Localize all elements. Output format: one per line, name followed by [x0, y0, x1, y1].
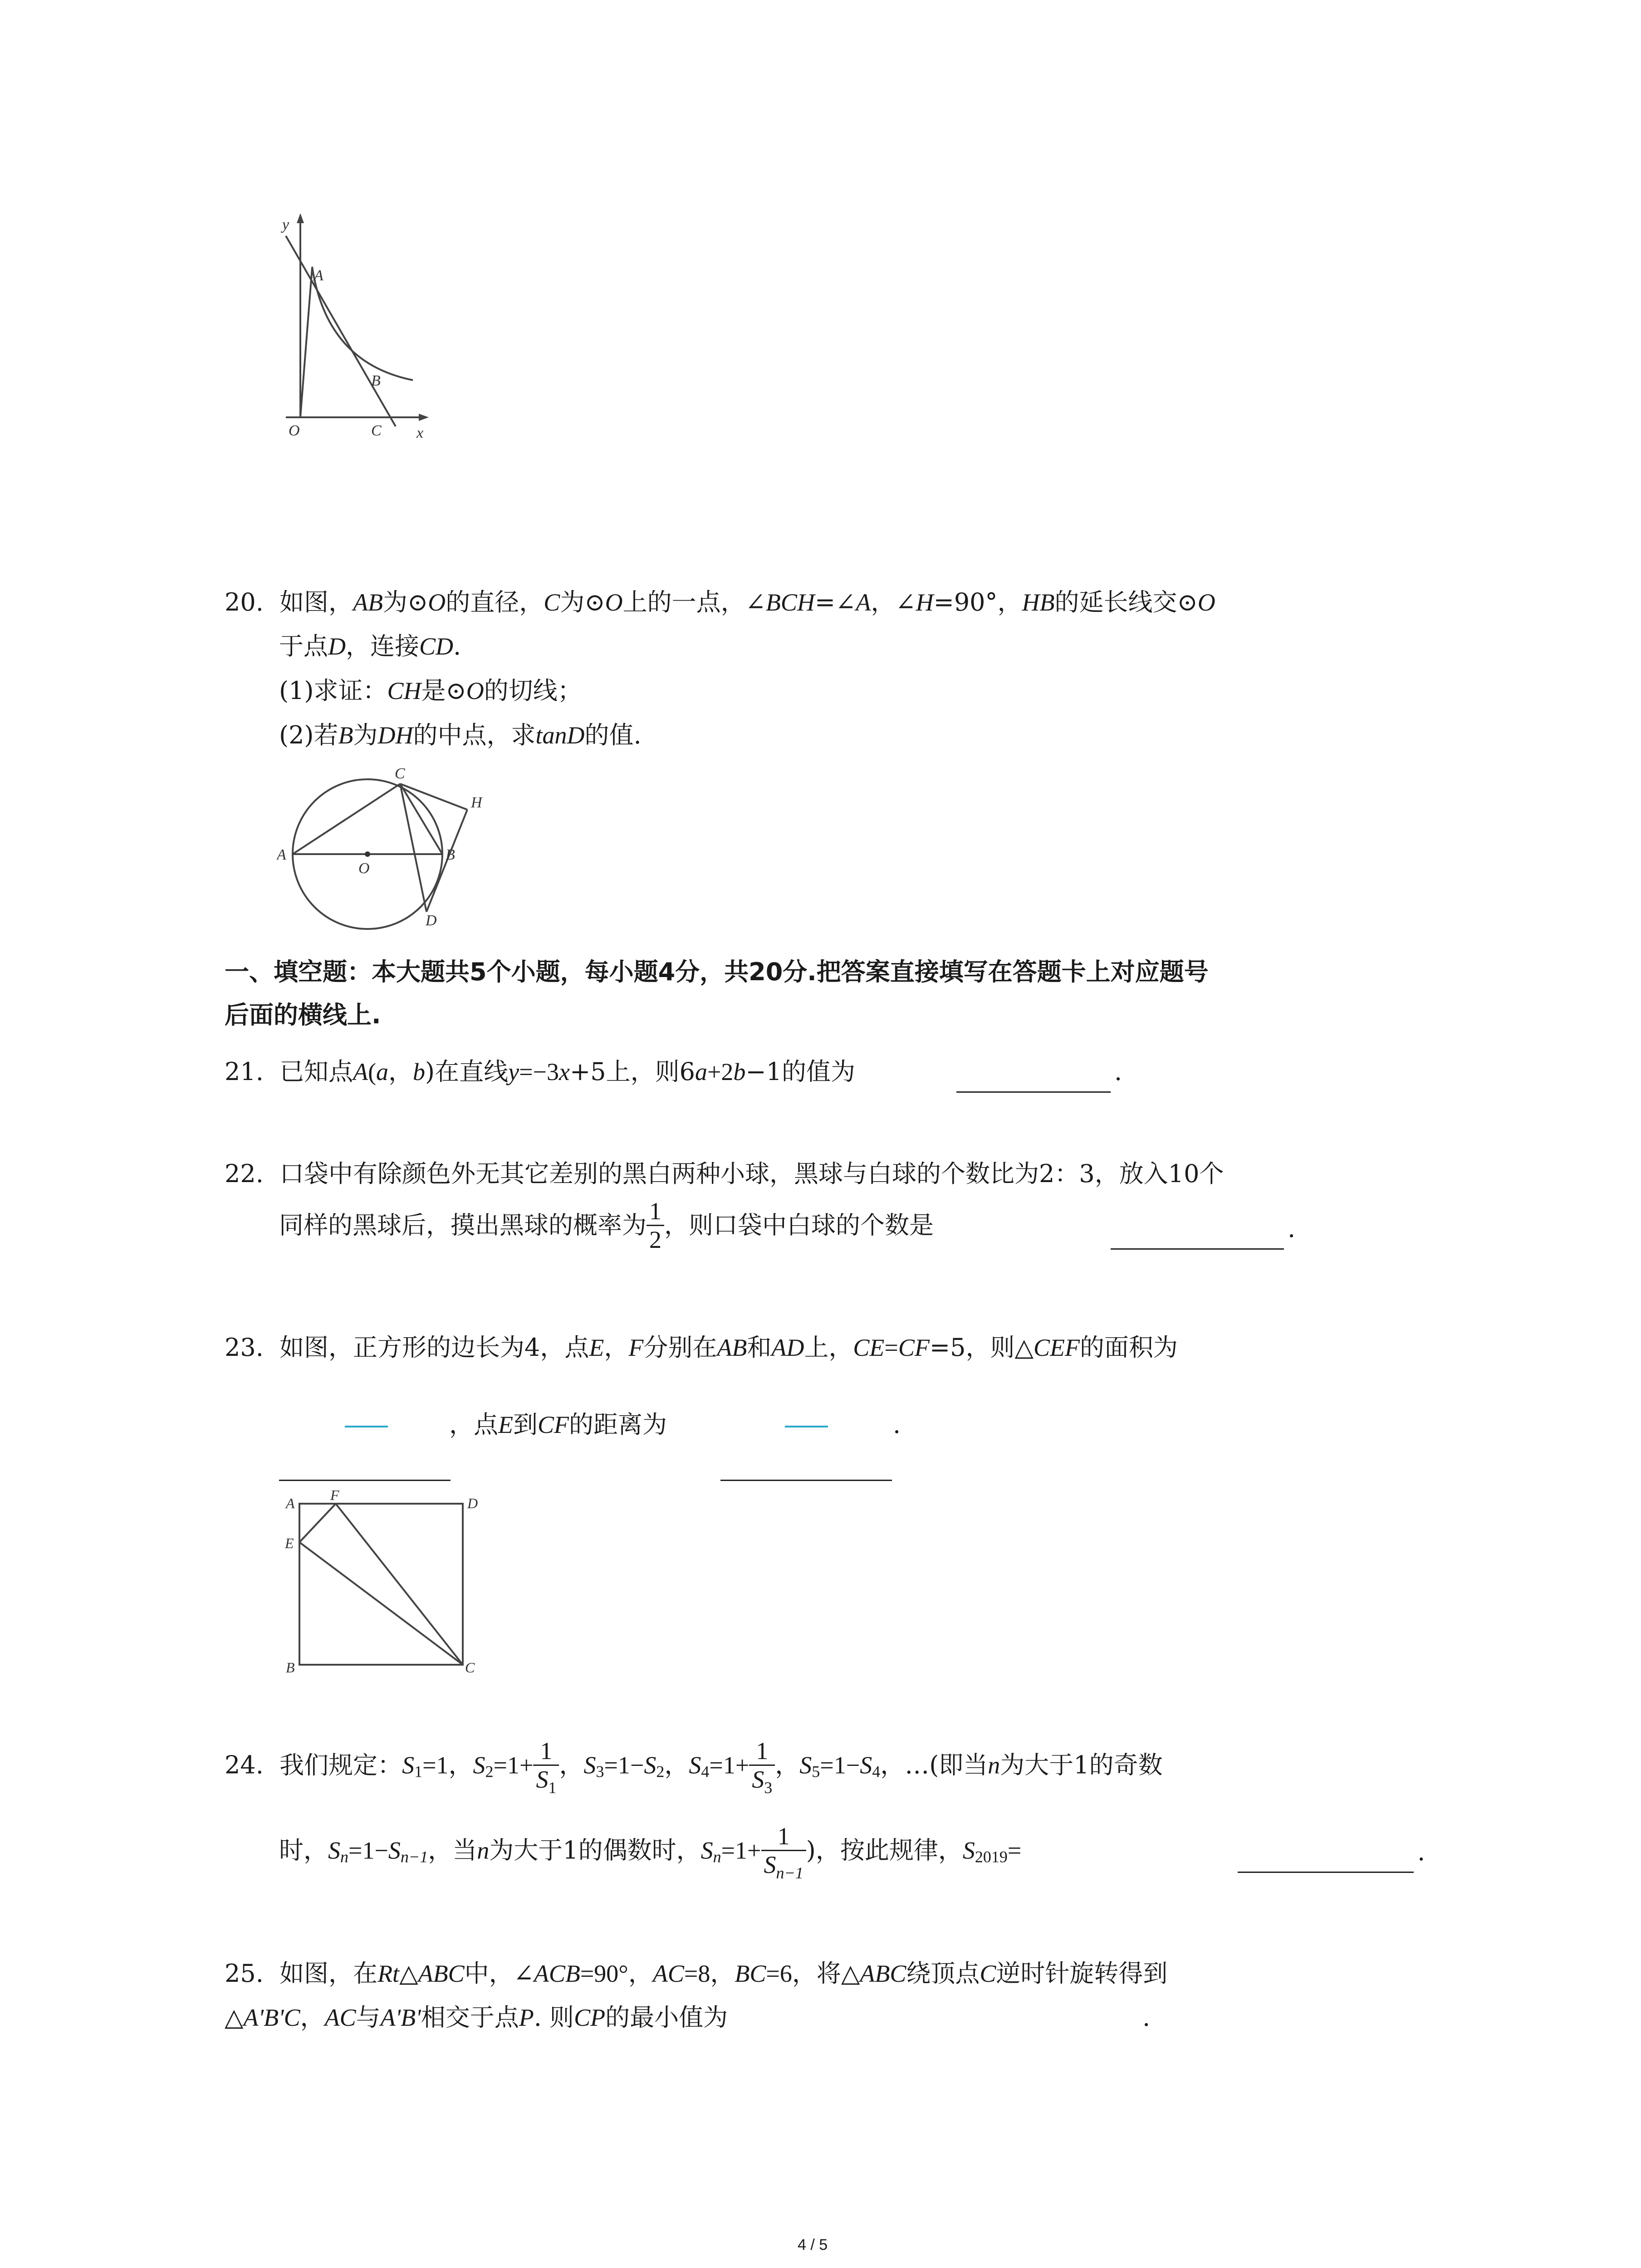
q23-line2: ，点E到CF的距离为 — [449, 1410, 667, 1439]
q23-blank-marker-1 — [345, 1426, 388, 1427]
label-o: O — [358, 860, 370, 877]
label-h: H — [471, 794, 482, 811]
q20-line2: 于点D，连接CD. — [279, 632, 461, 660]
q24-answer-blank[interactable] — [1238, 1872, 1414, 1873]
q22-line1: 22. 口袋中有除颜色外无其它差别的黑白两种小球，黑球与白球的个数比为2：3，放入10个 — [225, 1159, 1224, 1188]
label-x: x — [416, 425, 424, 441]
q22-fraction: $\frac{1}{2}$ — [647, 1198, 664, 1253]
q23-end: . — [893, 1410, 901, 1439]
segment-ch — [400, 784, 467, 810]
q23-blank-marker-2 — [785, 1426, 828, 1427]
q24-fraction-2: $\frac{1}{S_3}$ — [749, 1737, 775, 1793]
q25-line2: △A'B'C，AC与A'B'相交于点P. 则CP的最小值为 — [225, 2003, 728, 2032]
label-a: A — [314, 267, 323, 284]
square-abcd — [299, 1504, 463, 1665]
q22-answer-blank[interactable] — [1111, 1248, 1284, 1250]
q20-sub1: (1)求证：CH是⊙O的切线； — [279, 676, 582, 705]
q24-fraction-1: $\frac{1}{S_1}$ — [533, 1737, 559, 1793]
chord-ac — [293, 784, 400, 854]
q24-fraction-3: $\frac{1}{S_{n-1}}$ — [761, 1823, 806, 1878]
q24-line2: 时，$S_n=1-S_{n-1}$，当n为大于1的偶数时，$S_n=1+$ $\frac{1}{S_{n-1}}$ )，按此规律，$S_{2019}=$ — [279, 1823, 1022, 1882]
q20-line1: 20. 如图，AB为⊙O的直径，C为⊙O上的一点，∠BCH=∠A，∠H=90°，HB的延长线交⊙O — [225, 588, 1215, 616]
label-d: D — [467, 1495, 478, 1511]
segment-ef — [299, 1504, 336, 1542]
q22-line2: 同样的黑球后，摸出黑球的概率为 $\frac{1}{2}$ ，则口袋中白球的个数是 — [279, 1198, 934, 1253]
q24-line1: 24. 我们规定：$S_1=1$，$S_2=1+$ $\frac{1}{S_1}$ ，$S_3=1-S_2$，$S_4=1+$ $\frac{1}{S_3}$ ，$S_5=1-S_4$，…(即当n为大于1的奇数 — [225, 1737, 1163, 1797]
label-y: y — [282, 216, 289, 233]
q22-end: . — [1288, 1214, 1296, 1243]
q25-line1: 25. 如图，在Rt△ABC中，∠ACB=90°，AC=8，BC=6，将△ABC绕顶点C逆时针旋转得到 — [225, 1959, 1168, 1988]
q23-answer-blank-2[interactable] — [720, 1480, 892, 1481]
q23-answer-blank-1[interactable] — [279, 1480, 451, 1481]
figure-q19-graph — [272, 213, 445, 449]
label-b: B — [446, 846, 455, 863]
line-oa — [300, 268, 312, 417]
q21-text: 21. 已知点A(a，b)在直线y=−3x+5上，则6a+2b−1的值为 — [225, 1057, 856, 1086]
label-a: A — [286, 1495, 295, 1511]
figure-q20-circle — [277, 762, 513, 934]
label-b: B — [286, 1659, 295, 1676]
label-c: C — [371, 422, 382, 439]
q20-sub2: (2)若B为DH的中点，求tanD的值. — [279, 721, 642, 749]
label-f: F — [330, 1490, 339, 1503]
label-c: C — [395, 765, 405, 782]
q25-end: . — [1142, 2003, 1151, 2032]
section-header-line2: 后面的横线上. — [225, 1001, 381, 1029]
figure-q23-square — [277, 1490, 490, 1681]
label-d: D — [426, 912, 437, 929]
q21-answer-blank[interactable] — [956, 1091, 1111, 1093]
label-a: A — [277, 846, 286, 863]
label-b: B — [371, 372, 381, 389]
curve — [312, 267, 413, 380]
q20-number: 20. — [225, 588, 264, 616]
center-dot — [365, 851, 370, 857]
q24-end: . — [1417, 1838, 1425, 1866]
page-number: 4 / 5 — [798, 2236, 828, 2253]
label-c: C — [465, 1659, 475, 1676]
section-header-line1: 一、填空题：本大题共5个小题，每小题4分，共20分.把答案直接填写在答题卡上对应题号 — [225, 958, 1209, 986]
label-o: O — [289, 422, 300, 439]
q21-end: . — [1114, 1057, 1122, 1086]
q23-line1: 23. 如图，正方形的边长为4，点E，F分别在AB和AD上，CE=CF=5，则△CEF的面积为 — [225, 1333, 1178, 1362]
label-e: E — [285, 1535, 294, 1551]
